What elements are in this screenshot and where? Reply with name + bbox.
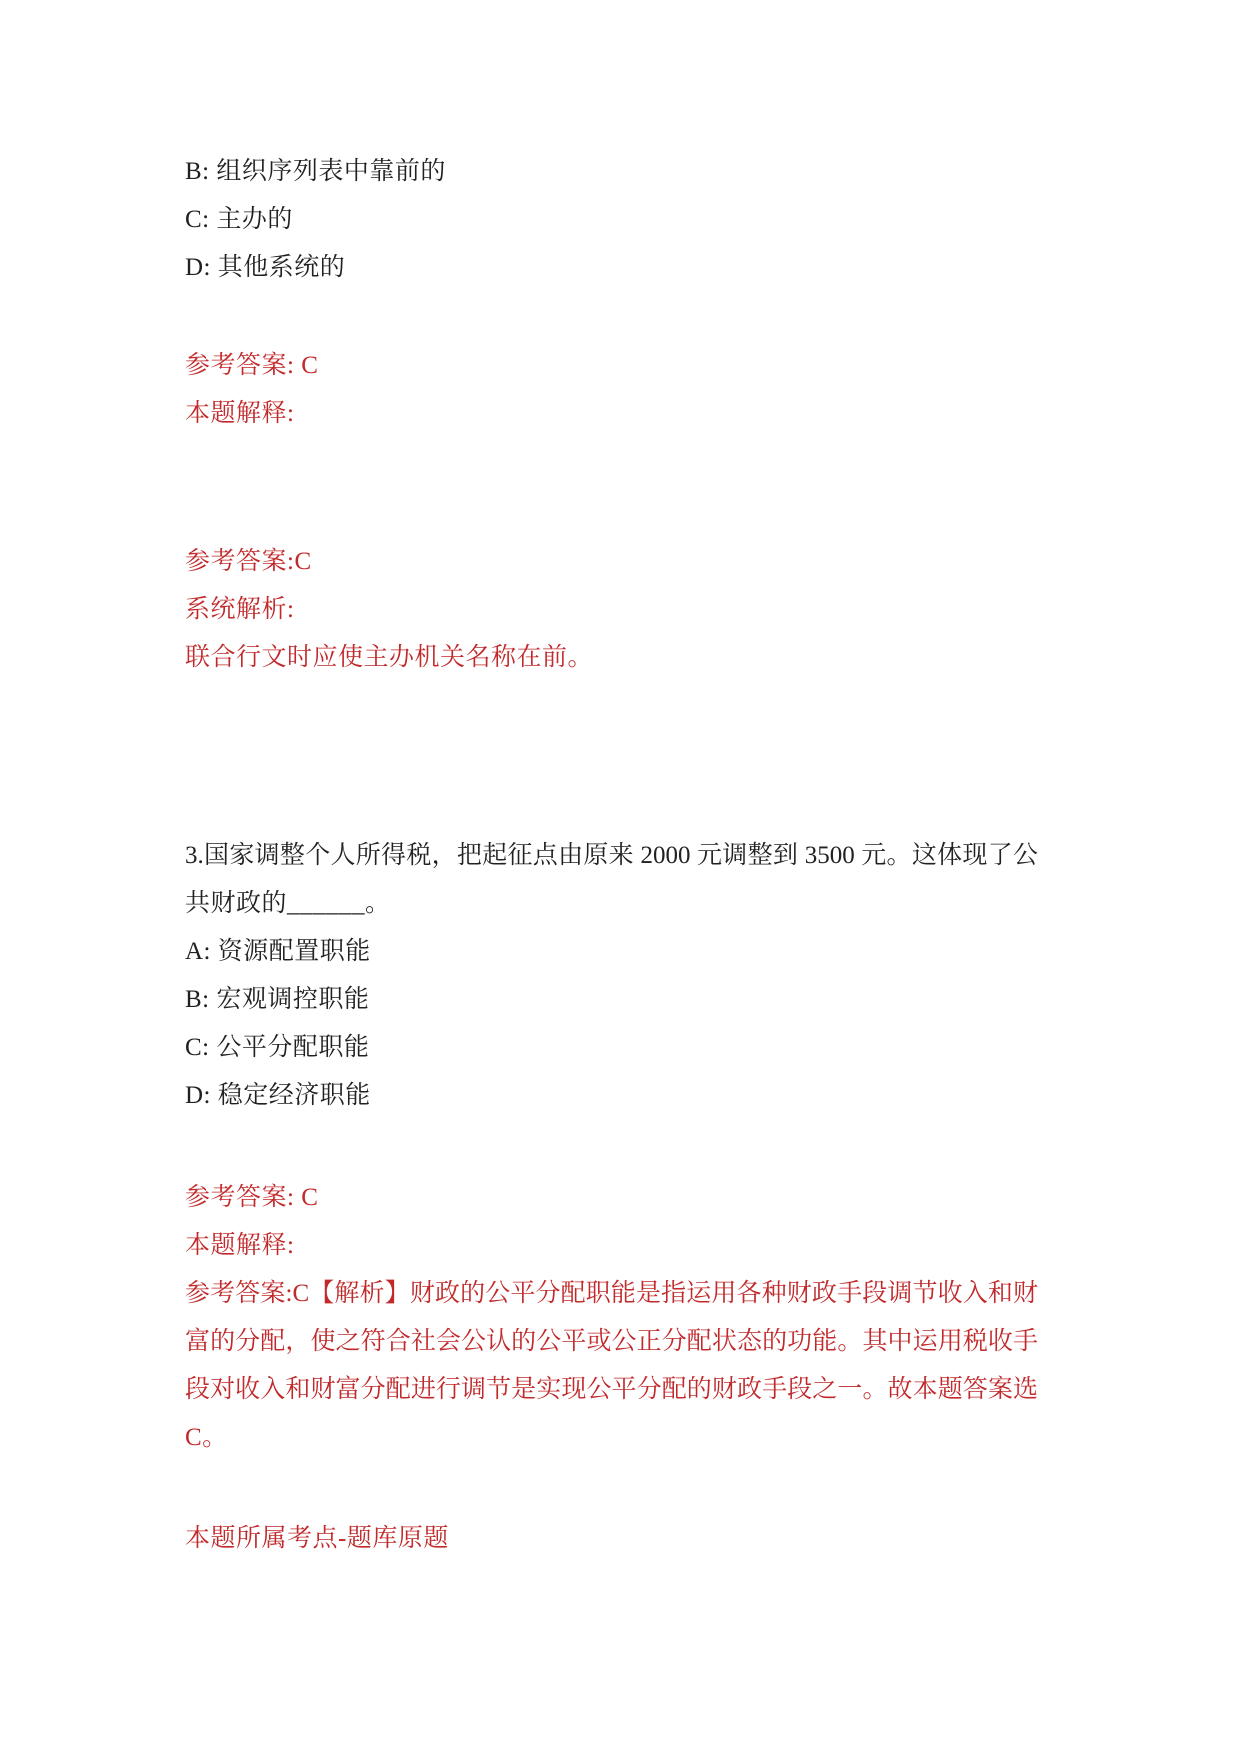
q3-reference-answer: 参考答案: C xyxy=(185,1184,319,1211)
q2-option-b: B: 组织序列表中靠前的 xyxy=(185,158,446,185)
q2-reference-answer: 参考答案: C xyxy=(185,352,319,379)
q2-explanation-label: 本题解释: xyxy=(185,400,295,427)
q3-stem-line-1: 3.国家调整个人所得税，把起征点由原来 2000 元调整到 3500 元。这体现了公 xyxy=(185,842,1038,869)
q3-analysis-line-3: 段对收入和财富分配进行调节是实现公平分配的财政手段之一。故本题答案选 xyxy=(185,1376,1038,1403)
q3-option-a: A: 资源配置职能 xyxy=(185,938,371,965)
q3-explanation-label: 本题解释: xyxy=(185,1232,295,1259)
q2-option-d: D: 其他系统的 xyxy=(185,254,346,281)
q2-system-analysis-text: 联合行文时应使主办机关名称在前。 xyxy=(185,644,594,671)
q3-analysis-line-2: 富的分配，使之符合社会公认的公平或公正分配状态的功能。其中运用税收手 xyxy=(185,1328,1038,1355)
q3-option-c: C: 公平分配职能 xyxy=(185,1034,370,1061)
q3-topic-note: 本题所属考点-题库原题 xyxy=(185,1525,449,1552)
q3-option-b: B: 宏观调控职能 xyxy=(185,986,370,1013)
q3-analysis-line-4: C。 xyxy=(185,1424,228,1451)
q3-option-d: D: 稳定经济职能 xyxy=(185,1082,371,1109)
q2-reference-answer-2: 参考答案:C xyxy=(185,548,312,575)
q3-analysis-line-1: 参考答案:C【解析】财政的公平分配职能是指运用各种财政手段调节收入和财 xyxy=(185,1280,1038,1307)
q2-system-analysis-label: 系统解析: xyxy=(185,596,295,623)
q2-option-c: C: 主办的 xyxy=(185,206,293,233)
q3-stem-line-2: 共财政的______。 xyxy=(185,890,391,917)
